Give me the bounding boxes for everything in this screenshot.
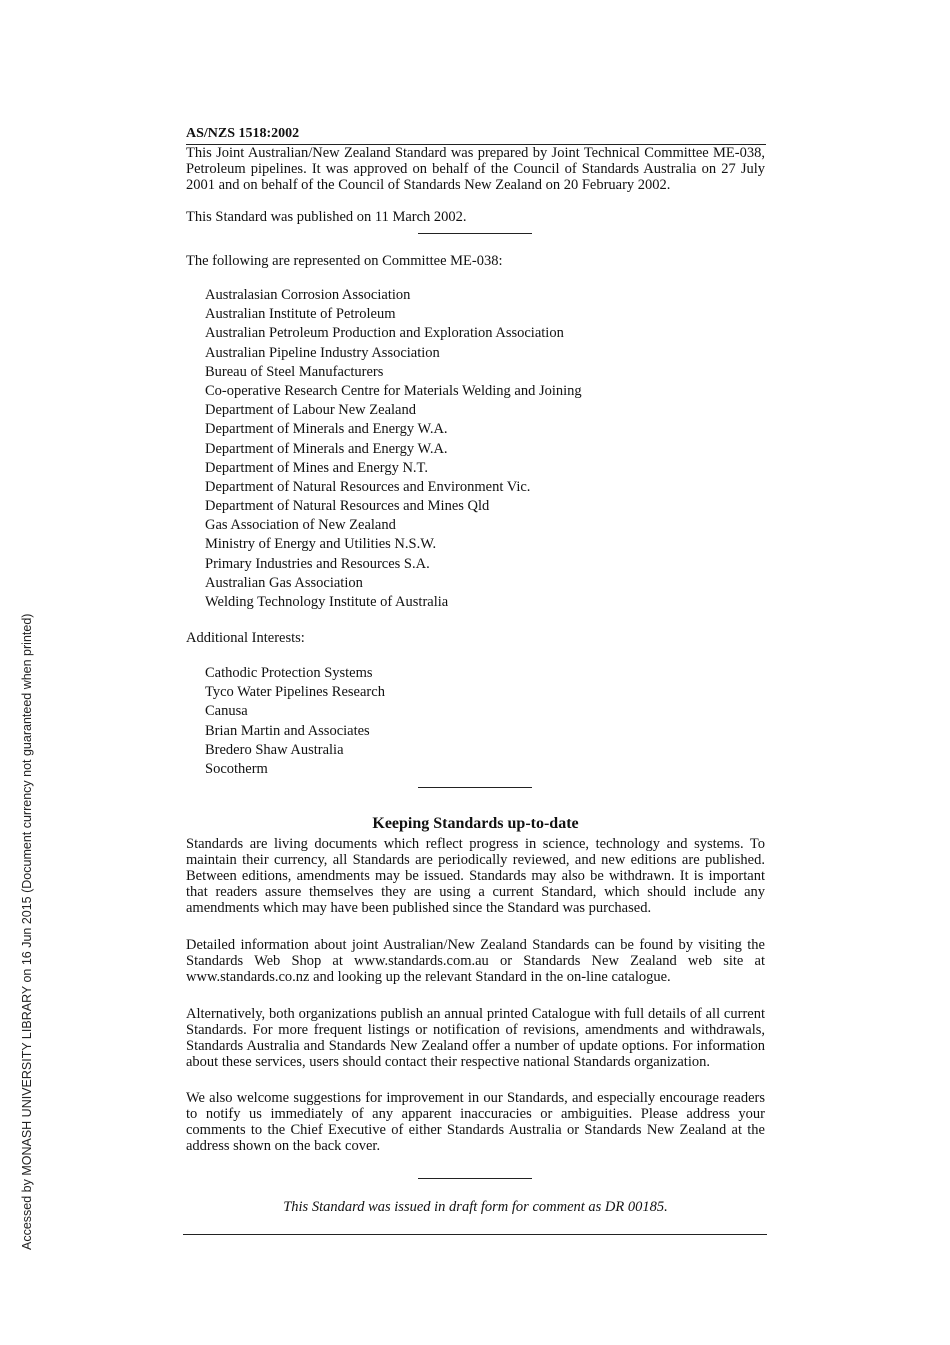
access-watermark: Accessed by MONASH UNIVERSITY LIBRARY on 16 Jun 2015 (Document currency not guaranteed when printed) bbox=[20, 613, 34, 1250]
list-item: Australasian Corrosion Association bbox=[205, 287, 411, 303]
section-divider bbox=[418, 1178, 532, 1179]
list-item: Department of Mines and Energy N.T. bbox=[205, 459, 428, 476]
list-item: Co-operative Research Centre for Materials Welding and Joining bbox=[205, 382, 582, 399]
list-item: Australian Institute of Petroleum bbox=[205, 306, 396, 323]
list-item: Bureau of Steel Manufacturers bbox=[205, 363, 384, 380]
list-item: Cathodic Protection Systems bbox=[205, 665, 373, 681]
draft-note: This Standard was issued in draft form for comment as DR 00185. bbox=[283, 1199, 668, 1215]
committee-intro: The following are represented on Committee ME-038: bbox=[186, 253, 503, 269]
list-item: Canusa bbox=[205, 703, 248, 720]
list-item: Department of Labour New Zealand bbox=[205, 402, 416, 419]
list-item: Australian Petroleum Production and Exploration Association bbox=[205, 325, 564, 342]
keeping-paragraph: Standards are living documents which reflect progress in science, technology and systems. To maintain their currency, all Standards are periodically reviewed, and new editions are published. Between editions, amendments may be issued. Standards may also be withdrawn. It is important that readers assure themselves they are using a current Standard, which should include any amendments which may have been published since the Standard was purchased. bbox=[186, 836, 765, 916]
list-item: Primary Industries and Resources S.A. bbox=[205, 555, 430, 572]
list-item: Department of Minerals and Energy W.A. bbox=[205, 440, 448, 457]
additional-interests-label: Additional Interests: bbox=[186, 630, 305, 646]
keeping-paragraph: Detailed information about joint Australian/New Zealand Standards can be found by visiting the Standards Web Shop at www.standards.com.au or Standards New Zealand web site at www.standards.co.nz and looking up the relevant Standard in the on-line catalogue. bbox=[186, 937, 765, 985]
keeping-paragraph: Alternatively, both organizations publish an annual printed Catalogue with full details of all current Standards. For more frequent listings or notification of revisions, amendments and withdrawals, Standards Australia and Standards New Zealand offer a number of update options. For information about these services, users should contact their respective national Standards organization. bbox=[186, 1006, 765, 1070]
keeping-standards-heading: Keeping Standards up-to-date bbox=[372, 815, 579, 832]
section-divider bbox=[418, 233, 532, 234]
list-item: Department of Natural Resources and Environment Vic. bbox=[205, 478, 531, 495]
list-item: Australian Gas Association bbox=[205, 574, 363, 591]
list-item: Ministry of Energy and Utilities N.S.W. bbox=[205, 536, 437, 553]
list-item: Brian Martin and Associates bbox=[205, 722, 370, 739]
published-date: This Standard was published on 11 March 2002. bbox=[186, 209, 467, 225]
additional-interests-list bbox=[205, 664, 385, 779]
list-item: Tyco Water Pipelines Research bbox=[205, 684, 385, 701]
list-item: Department of Minerals and Energy W.A. bbox=[205, 421, 448, 438]
list-item: Socotherm bbox=[205, 760, 268, 777]
document-id: AS/NZS 1518:2002 bbox=[186, 126, 300, 141]
list-item: Bredero Shaw Australia bbox=[205, 741, 344, 758]
list-item: Australian Pipeline Industry Association bbox=[205, 344, 440, 361]
approval-paragraph: This Joint Australian/New Zealand Standard was prepared by Joint Technical Committee ME-038, Petroleum pipelines. It was approved on behalf of the Council of Standards Australia on 27 July 2001 and on behalf of the Council of Standards New Zealand on 20 February 2002. bbox=[186, 145, 765, 193]
list-item: Gas Association of New Zealand bbox=[205, 517, 396, 534]
list-item: Department of Natural Resources and Mines Qld bbox=[205, 498, 490, 515]
footer-rule bbox=[183, 1234, 767, 1235]
committee-member-list bbox=[205, 286, 582, 612]
list-item: Welding Technology Institute of Australia bbox=[205, 594, 449, 610]
section-divider bbox=[418, 787, 532, 788]
keeping-paragraph: We also welcome suggestions for improvement in our Standards, and especially encourage readers to notify us immediately of any apparent inaccuracies or ambiguities. Please address your comments to the Chief Executive of either Standards Australia or Standards New Zealand at the address shown on the back cover. bbox=[186, 1090, 765, 1154]
